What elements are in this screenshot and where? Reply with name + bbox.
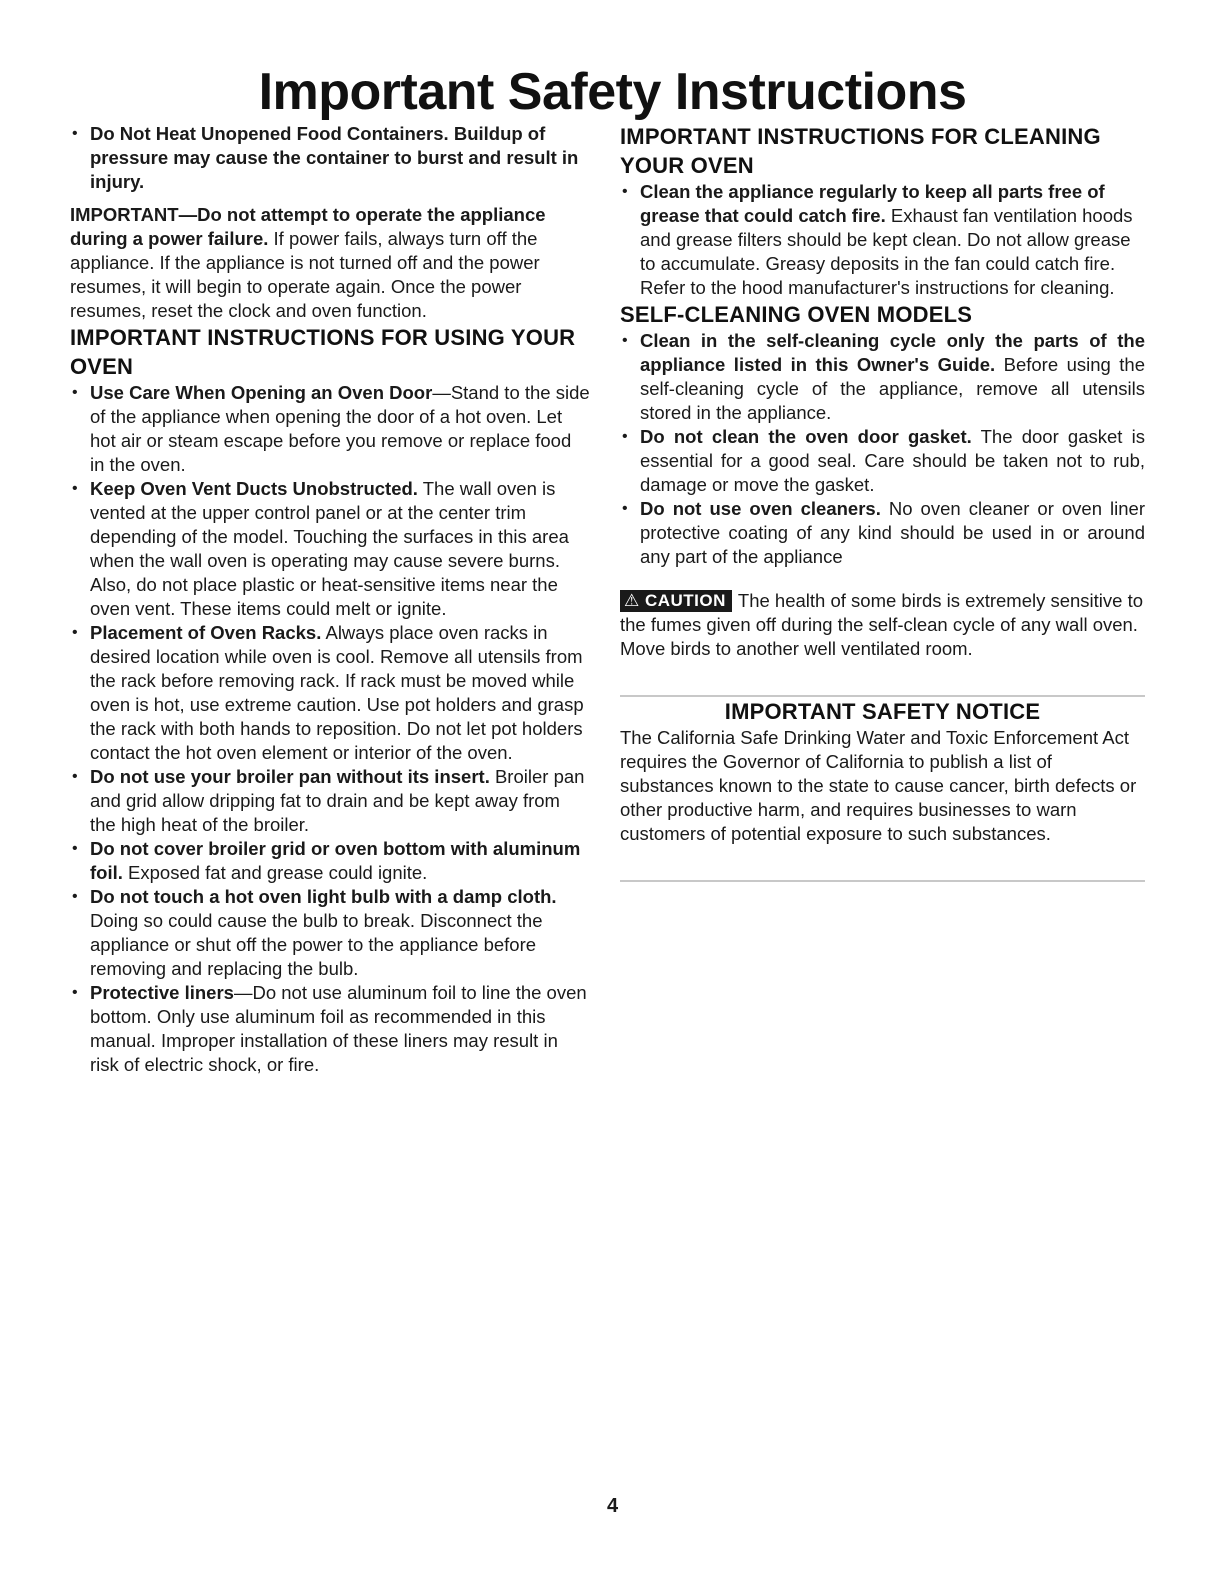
self-cleaning-list <box>620 329 1145 569</box>
item-bold: Clean the appliance regularly to keep all parts free of grease that could catch fire. <box>640 181 1105 226</box>
list-item <box>70 885 590 981</box>
item-bold: Protective liners <box>90 982 234 1003</box>
para-bold: IMPORTANT—Do not attempt to operate the appliance during a power failure. <box>70 204 546 249</box>
list-item <box>620 497 1145 569</box>
para-text: If power fails, always turn off the appliance. If the appliance is not turned off and the power resumes, it will begin to operate again. Once the power resumes, reset the clock and oven function. <box>70 228 540 321</box>
list-item <box>70 477 590 621</box>
item-text: The wall oven is vented at the upper control panel or at the center trim depending of the model. Touching the surfaces in this area when the wall oven is operating may cause severe burns. Also, do not place plastic or heat-sensitive items near the oven vent. These items could melt or ignite. <box>90 478 569 619</box>
item-text: —Do not use aluminum foil to line the oven bottom. Only use aluminum foil as recommended in this manual. Improper installation of these liners may result in risk of electric shock, or fire. <box>90 982 587 1075</box>
item-text: Always place oven racks in desired location while oven is cool. Remove all utensils from the rack before removing rack. If rack must be moved while oven is hot, use extreme caution. Use pot holders and grasp the rack with both hands to reposition. Do not let pot holders contact the hot oven element or interior of the oven. <box>90 622 584 763</box>
item-bold: Clean in the self-cleaning cycle only the parts of the appliance listed in this Owner's Guide. <box>640 330 1145 375</box>
list-item <box>70 837 590 885</box>
list-item <box>70 381 590 477</box>
page-title: Important Safety Instructions <box>258 63 967 121</box>
intro-list <box>70 122 590 194</box>
list-item <box>70 122 590 194</box>
item-text: Before using the self-cleaning cycle of the appliance, remove all utensils stored in the appliance. <box>640 354 1145 423</box>
using-list <box>70 381 590 1077</box>
list-item <box>620 425 1145 497</box>
caution-text: The health of some birds is extremely sensitive to the fumes given off during the self-clean cycle of any wall oven. Move birds to another well ventilated room. <box>620 590 1144 659</box>
item-text: No oven cleaner or oven liner protective coating of any kind should be used in or around any part of the appliance <box>640 498 1146 567</box>
item-text: —Stand to the side of the appliance when opening the door of a hot oven. Let hot air or steam escape before you remove or replace food in the oven. <box>90 382 590 475</box>
item-text: Exposed fat and grease could ignite. <box>122 862 428 883</box>
item-bold: Do not use your broiler pan without its insert. <box>90 766 490 787</box>
left-column <box>70 122 590 1077</box>
item-text: Exhaust fan ventilation hoods and grease filters should be kept clean. Do not allow grease to accumulate. Greasy deposits in the fan could catch fire. Refer to the hood manufacturer's instructions for cleaning. <box>640 205 1133 298</box>
item-text: Doing so could cause the bulb to break. Disconnect the appliance or shut off the power to the appliance before removing and replacing the bulb. <box>90 910 543 979</box>
notice-heading: IMPORTANT SAFETY NOTICE <box>724 699 1041 724</box>
caution-badge: ⚠ CAUTION <box>620 590 732 612</box>
item-bold: Do not touch a hot oven light bulb with a damp cloth. <box>90 886 557 907</box>
divider <box>620 880 1145 882</box>
list-item <box>70 765 590 837</box>
item-bold: Keep Oven Vent Ducts Unobstructed. <box>90 478 418 499</box>
item-bold: Do not use oven cleaners. <box>640 498 881 519</box>
item-text: The door gasket is essential for a good seal. Care should be taken not to rub, damage or move the gasket. <box>640 426 1146 495</box>
list-item <box>620 180 1145 300</box>
notice-text: The California Safe Drinking Water and Toxic Enforcement Act requires the Governor of California to publish a list of substances known to the state to cause cancer, birth defects or other productive harm, and requires businesses to warn customers of potential exposure to such substances. <box>620 727 1137 844</box>
caution-paragraph <box>620 589 1145 661</box>
right-column <box>620 122 1145 882</box>
list-item <box>70 981 590 1077</box>
item-bold: Do Not Heat Unopened Food Containers. Buildup of pressure may cause the container to burst and result in injury. <box>90 123 579 192</box>
power-failure-paragraph <box>70 203 590 323</box>
item-text: Broiler pan and grid allow dripping fat to drain and be kept away from the high heat of the broiler. <box>90 766 585 835</box>
item-bold: Do not cover broiler grid or oven bottom with aluminum foil. <box>90 838 581 883</box>
list-item <box>70 621 590 765</box>
using-heading: IMPORTANT INSTRUCTIONS FOR USING YOUR OVEN <box>70 325 576 379</box>
item-bold: Use Care When Opening an Oven Door <box>90 382 433 403</box>
item-bold: Do not clean the oven door gasket. <box>640 426 972 447</box>
item-bold: Placement of Oven Racks. <box>90 622 322 643</box>
cleaning-heading: IMPORTANT INSTRUCTIONS FOR CLEANING YOUR OVEN <box>620 124 1101 178</box>
cleaning-list <box>620 180 1145 300</box>
self-cleaning-heading: SELF-CLEANING OVEN MODELS <box>620 302 973 327</box>
page-number: 4 <box>606 1495 619 1517</box>
list-item <box>620 329 1145 425</box>
